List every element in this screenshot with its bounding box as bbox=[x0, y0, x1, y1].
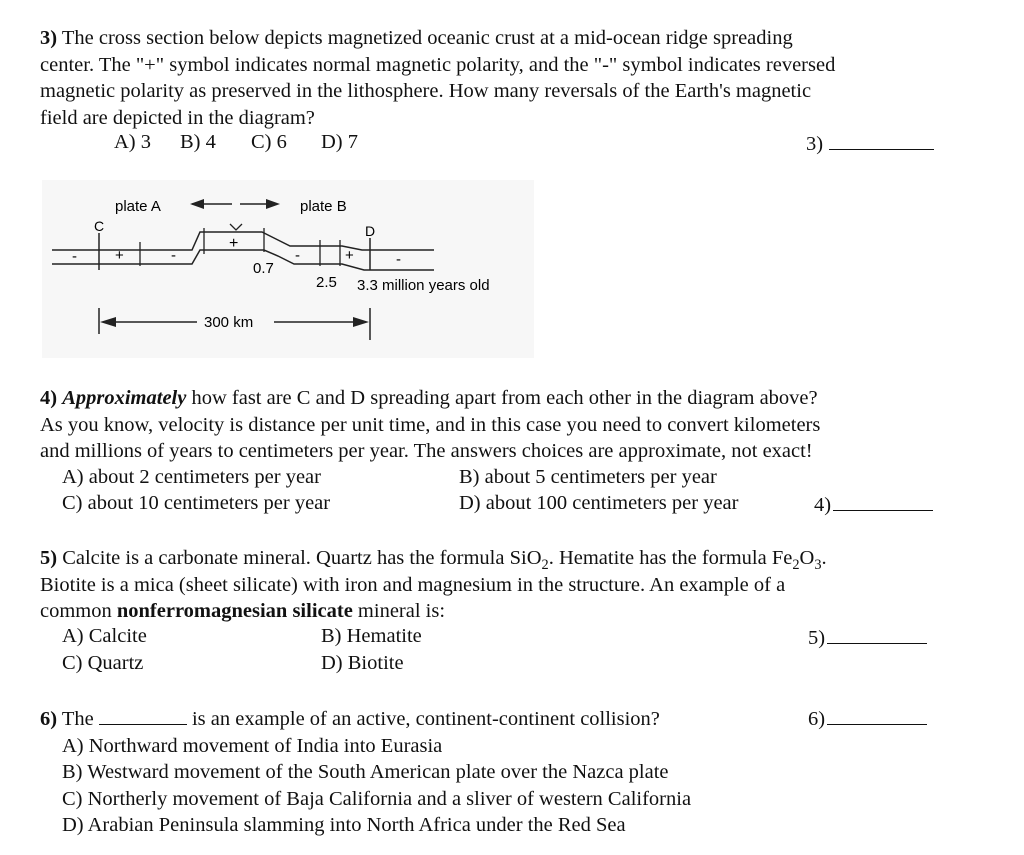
choice-3c: C) 6 bbox=[251, 131, 287, 153]
polarity-symbol: + bbox=[115, 247, 124, 264]
choice-3b: B) 4 bbox=[180, 131, 216, 153]
question-4-number: 4) bbox=[40, 387, 58, 409]
choice-4c: C) about 10 centimeters per year bbox=[62, 492, 331, 514]
question-3-line-4: field are depicted in the diagram? bbox=[40, 106, 315, 129]
q5-term: nonferromagnesian silicate bbox=[116, 600, 353, 622]
question-5 bbox=[40, 545, 827, 625]
question-5-number: 5) bbox=[40, 547, 58, 569]
age-label: 3.3 million years old bbox=[357, 277, 490, 294]
polarity-symbol: - bbox=[171, 247, 176, 264]
polarity-symbol: - bbox=[396, 251, 401, 268]
point-d-label: D bbox=[365, 223, 376, 239]
question-4-line-1 bbox=[40, 385, 820, 412]
plate-b-label: plate B bbox=[300, 198, 347, 215]
point-c-label: C bbox=[94, 218, 105, 234]
polarity-symbol: - bbox=[295, 247, 300, 264]
question-5-line-3 bbox=[40, 598, 827, 625]
answer-blank-3 bbox=[806, 131, 934, 156]
choice-6a: A) Northward movement of India into Eurasia bbox=[62, 734, 443, 757]
age-label: 0.7 bbox=[253, 260, 274, 277]
q5-text-b: . Hematite has the formula Fe bbox=[548, 547, 793, 569]
question-6 bbox=[40, 706, 691, 839]
q5-text-c: O bbox=[799, 547, 815, 569]
answer-blank-5 bbox=[808, 625, 927, 650]
question-6-line-1 bbox=[40, 706, 691, 733]
question-6-fill-blank bbox=[99, 706, 187, 725]
answer-4-label: 4) bbox=[814, 494, 832, 516]
q5-sub-2: 2 bbox=[792, 557, 800, 574]
q5-text-d: . bbox=[821, 547, 827, 569]
question-3-number: 3) bbox=[40, 27, 58, 49]
question-3 bbox=[40, 25, 835, 131]
choice-5a: A) Calcite bbox=[62, 625, 147, 647]
polarity-symbol: - bbox=[72, 248, 77, 265]
answer-3-label: 3) bbox=[806, 133, 824, 155]
choice-6b: B) Westward movement of the South American plate over the Nazca plate bbox=[62, 761, 669, 783]
polarity-symbol: + bbox=[345, 247, 354, 264]
q6-text-b: is an example of an active, continent-continent collision? bbox=[186, 708, 660, 730]
choice-5b: B) Hematite bbox=[321, 625, 422, 647]
q5-sub-3: 3 bbox=[814, 557, 822, 574]
answer-blank-6 bbox=[808, 706, 927, 731]
choice-3d: D) 7 bbox=[321, 131, 359, 153]
distance-label: 300 km bbox=[204, 314, 254, 331]
choice-4d: D) about 100 centimeters per year bbox=[459, 492, 739, 514]
answer-6-label: 6) bbox=[808, 708, 826, 730]
question-4-emphasis: Approximately bbox=[62, 387, 187, 409]
choice-5c: C) Quartz bbox=[62, 652, 144, 674]
age-label: 2.5 bbox=[316, 274, 337, 291]
answer-5-label: 5) bbox=[808, 627, 826, 649]
question-3-text-1: The cross section below depicts magnetized oceanic crust at a mid-ocean ridge spreading bbox=[61, 27, 793, 49]
q5-line3-b: mineral is: bbox=[352, 600, 446, 622]
question-4 bbox=[40, 385, 820, 465]
choice-6d: D) Arabian Peninsula slamming into North Africa under the Red Sea bbox=[62, 814, 626, 836]
choice-3a: A) 3 bbox=[114, 131, 152, 153]
question-5-line-2: Biotite is a mica (sheet silicate) with iron and magnesium in the structure. An example of a bbox=[40, 573, 786, 596]
question-4-line-3: and millions of years to centimeters per year. The answers choices are approximate, not exact! bbox=[40, 440, 813, 462]
choice-4b: B) about 5 centimeters per year bbox=[459, 466, 717, 488]
answer-4-line bbox=[833, 492, 933, 511]
question-3-line-2: center. The "+" symbol indicates normal magnetic polarity, and the "-" symbol indicates reversed bbox=[40, 53, 836, 76]
question-4-line-2: As you know, velocity is distance per unit time, and in this case you need to convert kilometers bbox=[40, 413, 821, 436]
polarity-symbol: + bbox=[229, 235, 239, 252]
answer-blank-4 bbox=[814, 492, 933, 517]
question-4-text-1: how fast are C and D spreading apart from each other in the diagram above? bbox=[186, 387, 818, 409]
q5-sub-1: 2 bbox=[541, 557, 549, 574]
answer-3-line bbox=[829, 131, 934, 150]
answer-6-line bbox=[827, 706, 927, 725]
choice-5d: D) Biotite bbox=[321, 652, 404, 674]
question-5-line-1 bbox=[40, 545, 827, 572]
plate-a-label: plate A bbox=[115, 198, 161, 215]
choice-6c: C) Northerly movement of Baja California and a sliver of western California bbox=[62, 787, 692, 810]
question-3-line-3: magnetic polarity as preserved in the lithosphere. How many reversals of the Earth's magnetic bbox=[40, 80, 812, 102]
question-3-line-1 bbox=[40, 25, 835, 52]
choice-4a: A) about 2 centimeters per year bbox=[62, 466, 321, 488]
question-6-number: 6) bbox=[40, 708, 58, 730]
q6-text-a: The bbox=[57, 708, 94, 730]
q5-line3-a: common bbox=[40, 600, 117, 622]
answer-5-line bbox=[827, 625, 927, 644]
ridge-diagram bbox=[42, 180, 534, 358]
q5-text-a: Calcite is a carbonate mineral. Quartz has the formula SiO bbox=[57, 547, 542, 569]
